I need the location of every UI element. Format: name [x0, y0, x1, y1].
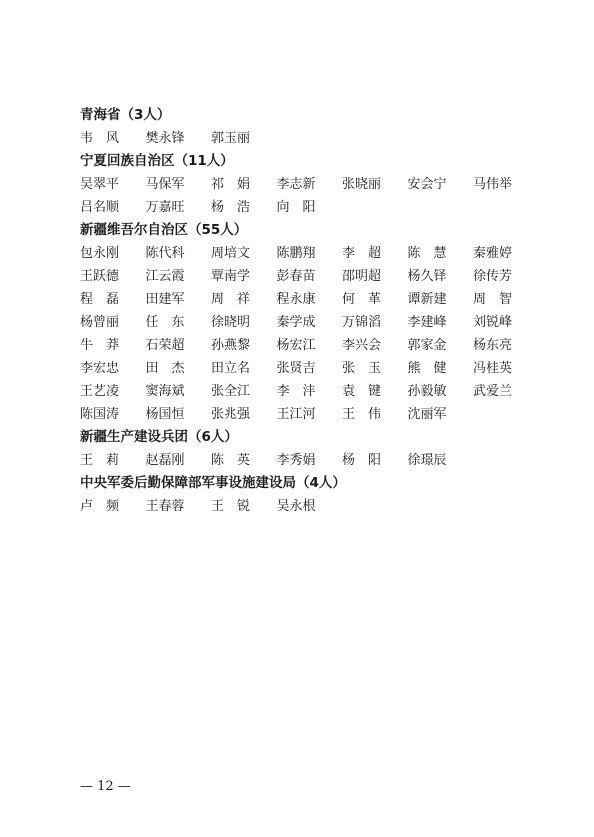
person-name: 王 莉	[80, 453, 120, 468]
person-name: 向 阳	[276, 200, 316, 215]
person-name: 陈鹏翔	[276, 246, 316, 261]
person-name: 彭春苗	[276, 269, 316, 284]
person-name: 韦 风	[80, 131, 120, 146]
person-name: 任 东	[145, 315, 185, 330]
person-name: 程永康	[276, 292, 316, 307]
person-name: 孙燕黎	[211, 338, 251, 353]
person-name: 杨国恒	[145, 407, 185, 422]
person-name: 沈丽军	[407, 407, 447, 422]
person-name: 杨东亮	[473, 338, 513, 353]
person-name: 何 革	[342, 292, 382, 307]
person-name: 马伟举	[473, 177, 513, 192]
person-name: 赵磊刚	[145, 453, 185, 468]
person-name: 程 磊	[80, 292, 120, 307]
person-name: 武爱兰	[473, 384, 513, 399]
person-name: 万嘉旺	[145, 200, 185, 215]
person-name: 李建峰	[407, 315, 447, 330]
person-name: 熊 健	[407, 361, 447, 376]
section-xinjiang-corps	[80, 426, 550, 472]
person-name: 周 祥	[211, 292, 251, 307]
person-name: 石荣超	[145, 338, 185, 353]
name-row	[80, 173, 550, 196]
section-military-facilities	[80, 472, 550, 518]
person-name: 杨 阳	[342, 453, 382, 468]
name-row	[80, 495, 550, 518]
person-name: 杨曾丽	[80, 315, 120, 330]
name-row	[80, 127, 550, 150]
person-name: 牛 莽	[80, 338, 120, 353]
person-name: 秦雅婷	[473, 246, 513, 261]
person-name: 包永刚	[80, 246, 120, 261]
person-name: 刘锐峰	[473, 315, 513, 330]
person-name: 李 沣	[276, 384, 316, 399]
person-name: 陈 慧	[407, 246, 447, 261]
person-name: 江云霞	[145, 269, 185, 284]
person-name: 窦海斌	[145, 384, 185, 399]
section-heading: 中央军委后勤保障部军事设施建设局（4人）	[80, 475, 346, 491]
name-row	[80, 196, 550, 219]
person-name: 吕名顺	[80, 200, 120, 215]
person-name: 祁 娟	[211, 177, 251, 192]
section-ningxia	[80, 150, 550, 219]
person-name: 安会宁	[407, 177, 447, 192]
person-name: 田 杰	[145, 361, 185, 376]
person-name: 吴翠平	[80, 177, 120, 192]
person-name: 覃南学	[211, 269, 251, 284]
person-name: 杨 浩	[211, 200, 251, 215]
person-name: 田立名	[211, 361, 251, 376]
page-number: — 12 —	[80, 779, 131, 794]
person-name: 樊永锋	[145, 131, 185, 146]
person-name: 张晓丽	[342, 177, 382, 192]
person-name: 李宏忠	[80, 361, 120, 376]
person-name: 杨久铎	[407, 269, 447, 284]
person-name: 吴永根	[276, 499, 316, 514]
person-name: 王跃德	[80, 269, 120, 284]
person-name: 郭家金	[407, 338, 447, 353]
name-row	[80, 288, 550, 311]
name-row	[80, 380, 550, 403]
person-name: 李 超	[342, 246, 382, 261]
person-name: 杨宏江	[276, 338, 316, 353]
person-name: 卢 频	[80, 499, 120, 514]
person-name: 田建军	[145, 292, 185, 307]
person-name: 张兆强	[211, 407, 251, 422]
person-name: 张 玉	[342, 361, 382, 376]
section-heading: 新疆维吾尔自治区（55人）	[80, 222, 248, 238]
person-name: 陈 英	[211, 453, 251, 468]
person-name: 陈国涛	[80, 407, 120, 422]
name-row	[80, 334, 550, 357]
name-row	[80, 449, 550, 472]
name-row	[80, 403, 550, 426]
person-name: 王江河	[276, 407, 316, 422]
person-name: 王艺凌	[80, 384, 120, 399]
person-name: 郭玉丽	[211, 131, 251, 146]
section-heading: 新疆生产建设兵团（6人）	[80, 429, 238, 445]
person-name: 周 智	[473, 292, 513, 307]
person-name: 邵明超	[342, 269, 382, 284]
person-name: 万锦滔	[342, 315, 382, 330]
person-name: 李秀娟	[276, 453, 316, 468]
person-name: 王 伟	[342, 407, 382, 422]
person-name: 李兴会	[342, 338, 382, 353]
name-row	[80, 311, 550, 334]
person-name: 陈代科	[145, 246, 185, 261]
document-body	[80, 104, 550, 518]
person-name: 徐璟辰	[407, 453, 447, 468]
person-name: 王 锐	[211, 499, 251, 514]
person-name: 孙毅敏	[407, 384, 447, 399]
person-name: 徐晓明	[211, 315, 251, 330]
name-row	[80, 242, 550, 265]
person-name: 张贤吉	[276, 361, 316, 376]
name-row	[80, 265, 550, 288]
section-heading: 宁夏回族自治区（11人）	[80, 153, 234, 169]
person-name: 李志新	[276, 177, 316, 192]
person-name: 周培文	[211, 246, 251, 261]
section-qinghai	[80, 104, 550, 150]
person-name: 徐传芳	[473, 269, 513, 284]
person-name: 谭新建	[407, 292, 447, 307]
person-name: 冯桂英	[473, 361, 513, 376]
person-name: 王春蓉	[145, 499, 185, 514]
section-xinjiang	[80, 219, 550, 426]
name-row	[80, 357, 550, 380]
person-name: 秦学成	[276, 315, 316, 330]
person-name: 张全江	[211, 384, 251, 399]
person-name: 袁 键	[342, 384, 382, 399]
section-heading: 青海省（3人）	[80, 107, 171, 123]
person-name: 马保军	[145, 177, 185, 192]
